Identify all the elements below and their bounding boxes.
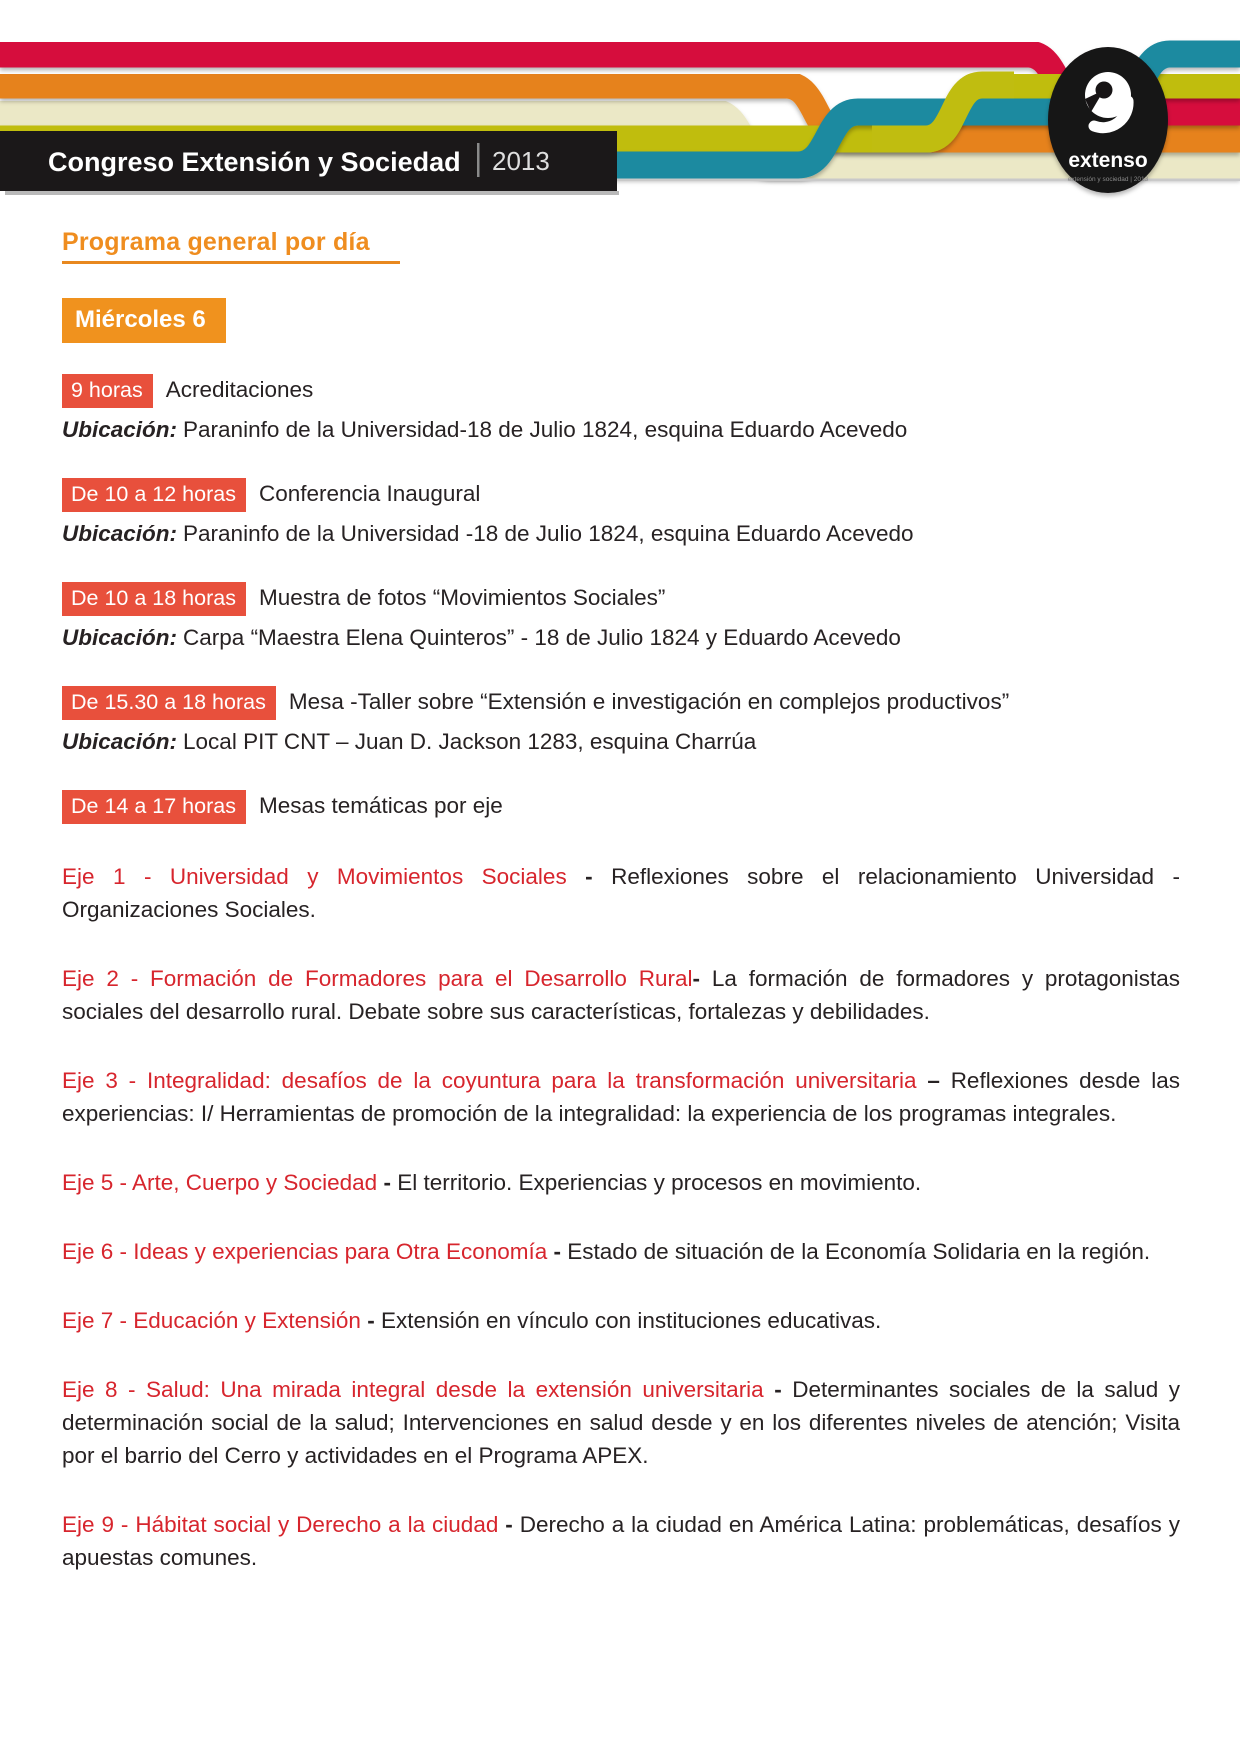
eje-paragraph: [62, 860, 1180, 926]
eje-heading: Eje 3 - Integralidad: desafíos de la coyuntura para la transformación universitaria: [62, 1068, 917, 1093]
eje-description: Reflexiones sobre el relacionamiento Universidad - Organizaciones Sociales.: [62, 864, 1180, 922]
eje-heading: Eje 9 - Hábitat social y Derecho a la ciudad: [62, 1512, 499, 1537]
location-text: Carpa “Maestra Elena Quinteros” - 18 de Julio 1824 y Eduardo Acevedo: [183, 625, 901, 650]
eje-separator: -: [692, 966, 700, 991]
eje-description: Estado de situación de la Economía Solidaria en la región.: [567, 1239, 1151, 1264]
eje-heading: Eje 1 - Universidad y Movimientos Sociales: [62, 864, 567, 889]
eje-separator: -: [383, 1170, 391, 1195]
header-banner: [0, 0, 1240, 200]
location-label: Ubicación:: [62, 625, 178, 650]
eje-description: Determinantes sociales de la salud y determinación social de la salud; Intervenciones en salud desde y en los diferentes niveles de atención; Visita por el barrio del Cerro y actividades en el Programa APEX.: [62, 1377, 1180, 1468]
eje-heading: Eje 6 - Ideas y experiencias para Otra Economía: [62, 1239, 548, 1264]
location-label: Ubicación:: [62, 417, 178, 442]
program-content: [0, 200, 1240, 1574]
eje-paragraph: [62, 1064, 1180, 1130]
time-badge: De 15.30 a 18 horas: [62, 686, 276, 720]
extenso-logo: [1048, 47, 1168, 193]
schedule-item: [62, 581, 1180, 655]
schedule-item: [62, 685, 1180, 759]
eje-description: La formación de formadores y protagonistas sociales del desarrollo rural. Debate sobre sus características, fortalezas y debilidades.: [62, 966, 1180, 1024]
eje-paragraph: [62, 1304, 1180, 1337]
eje-heading: Eje 8 - Salud: Una mirada integral desde la extensión universitaria: [62, 1377, 764, 1402]
eje-list: [62, 860, 1180, 1574]
eje-paragraph: [62, 1373, 1180, 1472]
eje-heading: Eje 5 - Arte, Cuerpo y Sociedad: [62, 1170, 378, 1195]
time-badge: De 10 a 18 horas: [62, 582, 246, 616]
location-text: Local PIT CNT – Juan D. Jackson 1283, esquina Charrúa: [183, 729, 757, 754]
time-badge: 9 horas: [62, 374, 153, 408]
eje-paragraph: [62, 1508, 1180, 1574]
time-badge: De 14 a 17 horas: [62, 790, 246, 824]
eje-separator: –: [927, 1068, 940, 1093]
schedule-item: [62, 789, 1180, 824]
eje-description: Derecho a la ciudad en América Latina: problemáticas, desafíos y apuestas comunes.: [62, 1512, 1180, 1570]
event-title: Mesa -Taller sobre “Extensión e investigación en complejos productivos”: [288, 689, 1010, 714]
section-title: Programa general por día: [62, 228, 400, 264]
extenso-logo-text: extenso: [1068, 149, 1148, 172]
eje-description: El territorio. Experiencias y procesos en movimiento.: [397, 1170, 922, 1195]
eje-heading: Eje 7 - Educación y Extensión: [62, 1308, 361, 1333]
eje-paragraph: [62, 1235, 1180, 1268]
schedule-item: [62, 373, 1180, 447]
eje-paragraph: [62, 962, 1180, 1028]
title-divider: [477, 143, 480, 177]
schedule-item: [62, 477, 1180, 551]
eje-separator: -: [505, 1512, 513, 1537]
eje-heading: Eje 2 - Formación de Formadores para el Desarrollo Rural: [62, 966, 693, 991]
eje-description: Extensión en vínculo con instituciones educativas.: [380, 1308, 882, 1333]
title-year: 2013: [492, 146, 550, 176]
eje-paragraph: [62, 1166, 1180, 1199]
title-bar-shadow: [5, 191, 619, 195]
location-text: Paraninfo de la Universidad -18 de Julio 1824, esquina Eduardo Acevedo: [183, 521, 914, 546]
congress-title: Congreso Extensión y Sociedad: [48, 147, 461, 177]
event-title: Mesas temáticas por eje: [258, 793, 503, 818]
location-text: Paraninfo de la Universidad-18 de Julio 1824, esquina Eduardo Acevedo: [183, 417, 908, 442]
eje-separator: -: [774, 1377, 782, 1402]
eje-separator: -: [585, 864, 593, 889]
location-label: Ubicación:: [62, 521, 178, 546]
location-label: Ubicación:: [62, 729, 178, 754]
event-title: Conferencia Inaugural: [258, 481, 481, 506]
event-title: Acreditaciones: [165, 377, 314, 402]
day-badge: Miércoles 6: [62, 298, 226, 343]
event-title: Muestra de fotos “Movimientos Sociales”: [258, 585, 666, 610]
extenso-logo-tagline: extensión y sociedad | 2013: [1067, 176, 1149, 183]
eje-separator: -: [367, 1308, 375, 1333]
eje-separator: -: [553, 1239, 562, 1264]
eje-description: Reflexiones desde las experiencias: I/ Herramientas de promoción de la integralidad: la experiencia de los programas integrales.: [62, 1068, 1180, 1126]
time-badge: De 10 a 12 horas: [62, 478, 246, 512]
